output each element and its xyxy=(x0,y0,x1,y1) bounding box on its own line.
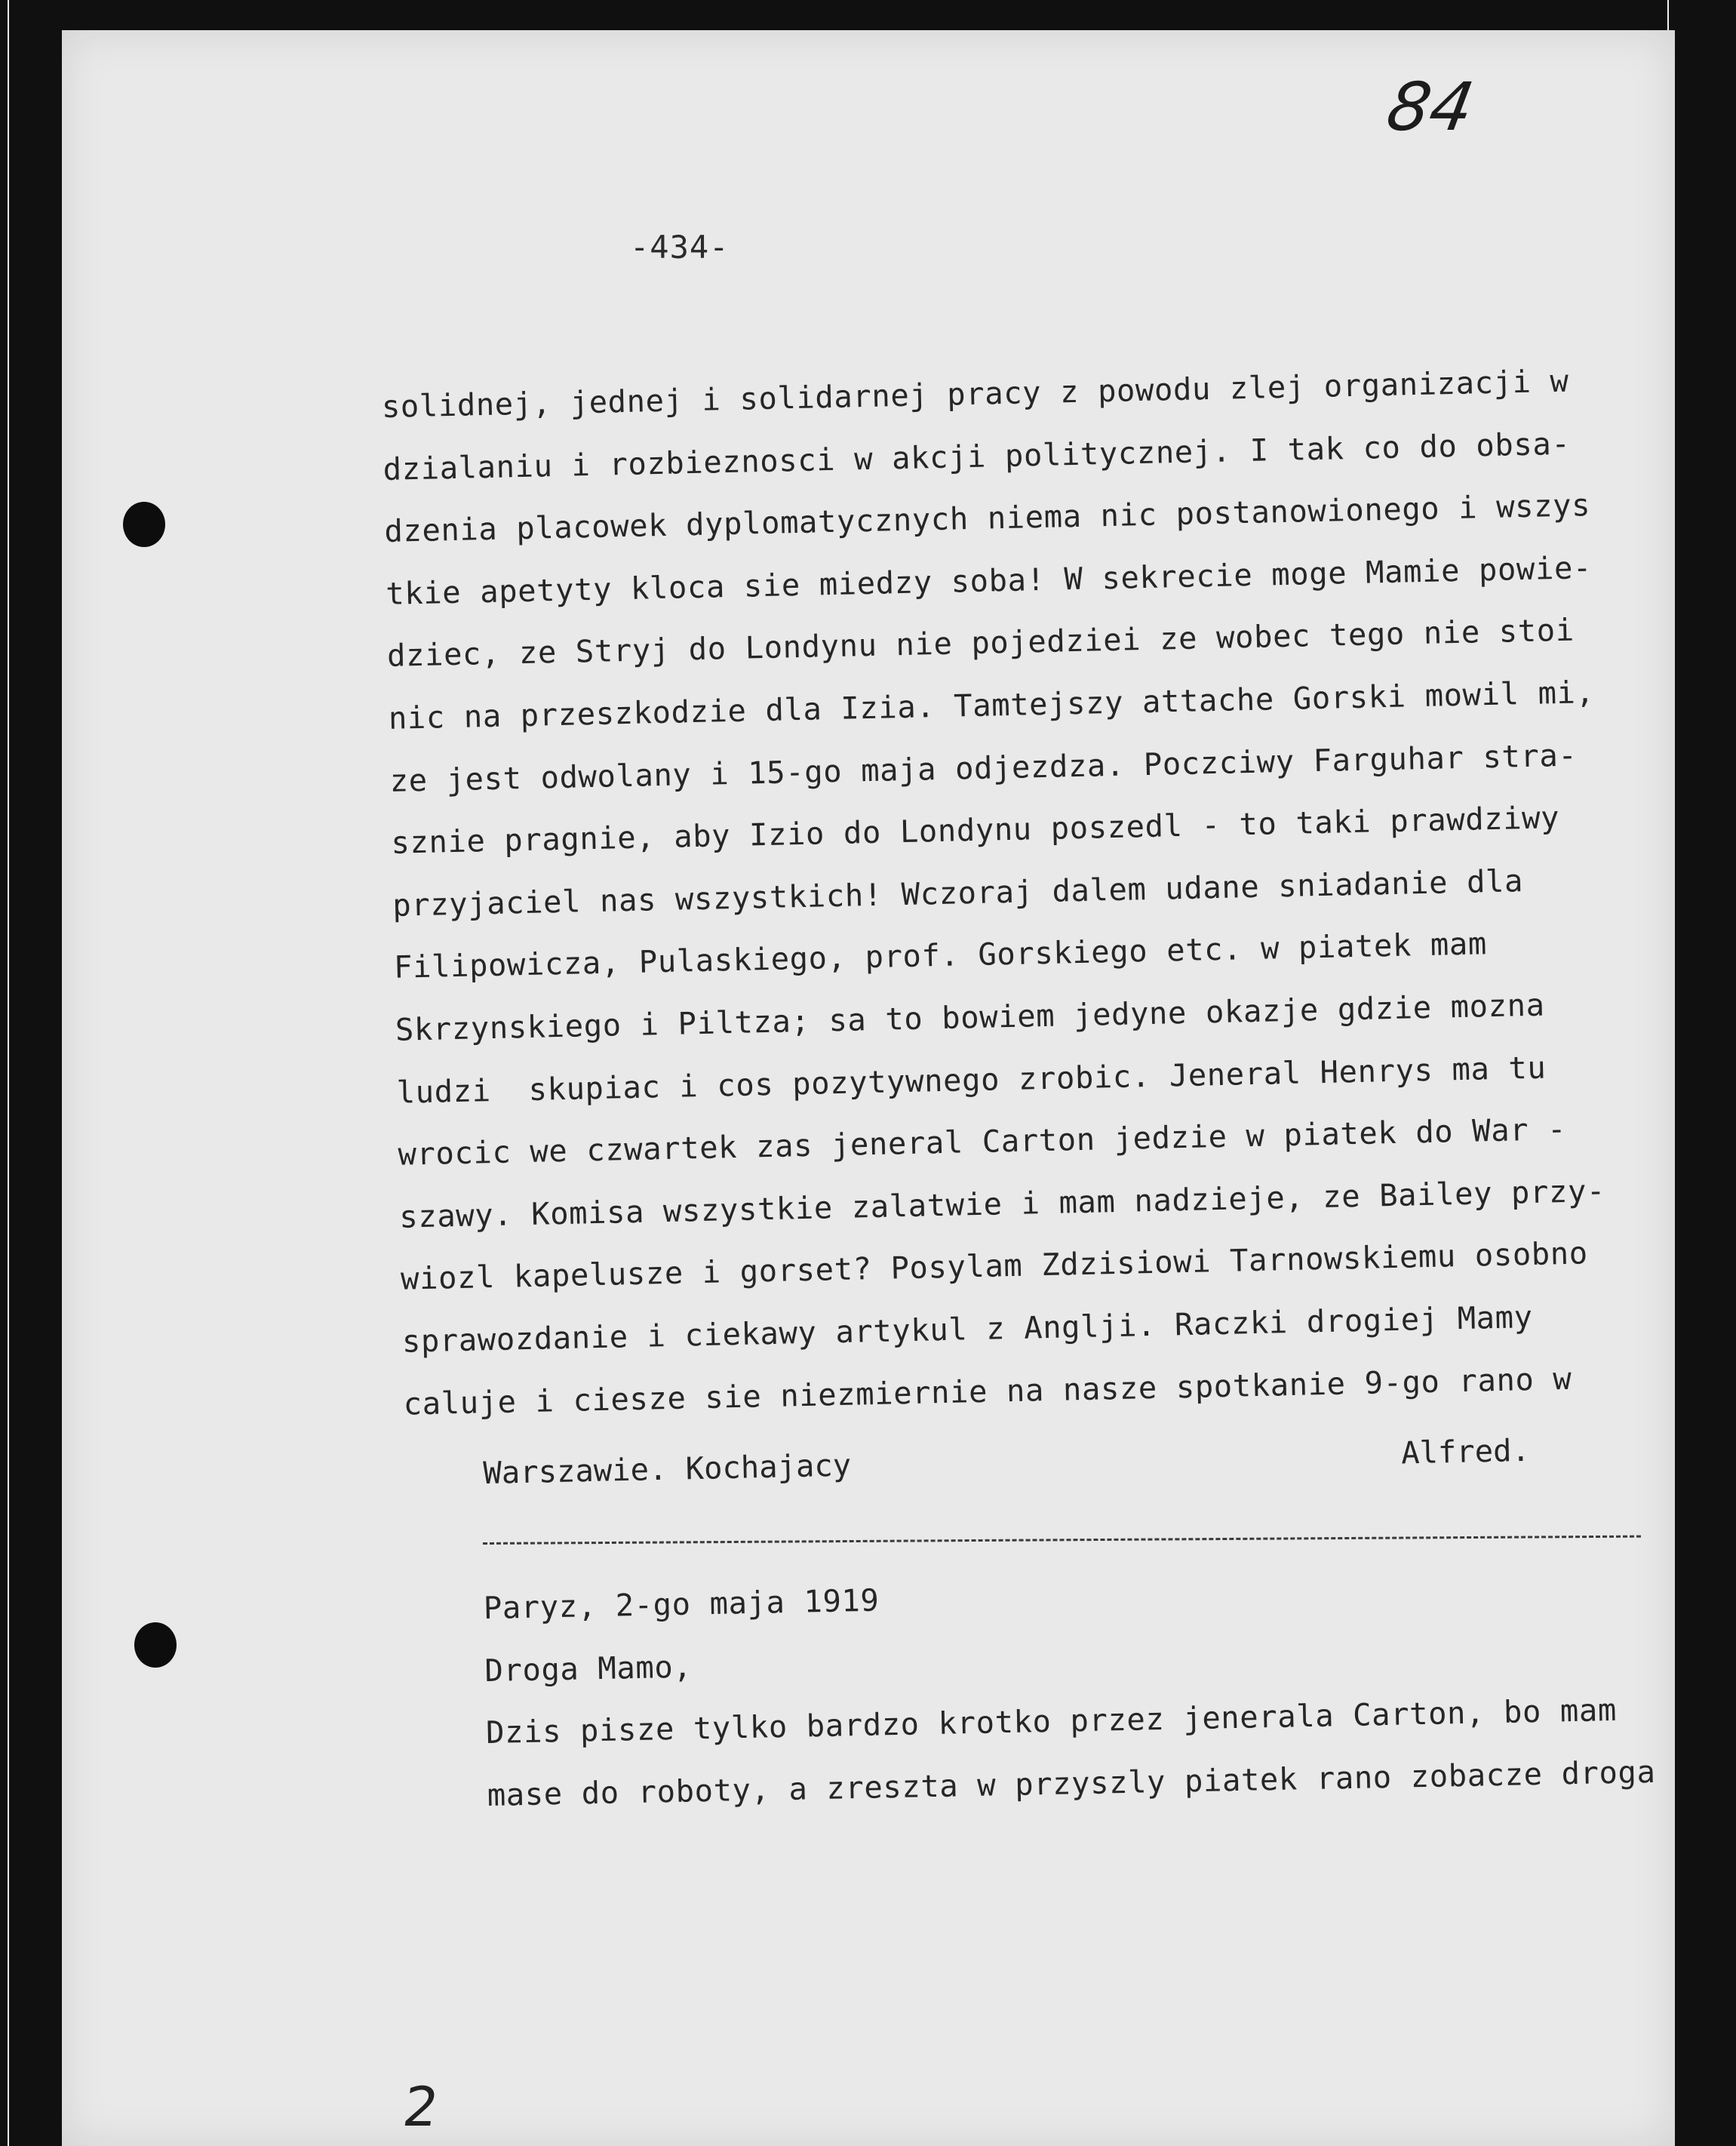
page-number: -434- xyxy=(630,229,730,266)
letter-line: nic na przeszkodzie dla Izia. Tamtejszy attache Gorski mowil mi, xyxy=(388,673,1595,736)
handwritten-mark: 2 xyxy=(399,2075,443,2138)
punch-hole-bottom xyxy=(134,1622,177,1668)
letter-line: ze jest odwolany i 15-go maja odjezdza. Poczciwy Farguhar stra- xyxy=(389,736,1578,799)
letter-line: tkie apetyty kloca sie miedzy soba! W sekrecie moge Mamie powie- xyxy=(385,549,1593,612)
signature: Alfred. xyxy=(1400,1431,1531,1471)
letter-line: dziec, ze Stryj do Londynu nie pojedziei ze wobec tego nie stoi xyxy=(386,611,1575,675)
letter-line: dzialaniu i rozbieznosci w akcji politycznej. I tak co do obsa- xyxy=(383,425,1571,487)
letter-line: sznie pragnie, aby Izio do Londynu poszedl - to taki prawdziwy xyxy=(390,799,1560,862)
letter-line: caluje i ciesze sie niezmiernie na nasze spotkanie 9-go rano w xyxy=(403,1360,1572,1422)
letter-line: Filipowicza, Pulaskiego, prof. Gorskiego etc. w piatek mam xyxy=(393,925,1488,986)
letter-line: Dzis pisze tylko bardzo krotko przez jenerala Carton, bo mam xyxy=(485,1692,1618,1751)
letter-body xyxy=(381,349,1648,1435)
letter-line: przyjaciel nas wszystkich! Wczoraj dalem udane sniadanie dla xyxy=(392,862,1524,924)
punch-hole-top xyxy=(123,502,165,547)
complimentary-close: Warszawie. Kochajacy xyxy=(482,1447,852,1492)
handwritten-folio-number: 84 xyxy=(1381,68,1480,146)
letter-line: solidnej, jednej i solidarnej pracy z powodu zlej organizacji w xyxy=(381,362,1569,425)
letter-line: wrocic we czwartek zas jeneral Carton jedzie w piatek do War - xyxy=(397,1111,1567,1173)
letter-line: sprawozdanie i ciekawy artykul z Anglji. Raczki drogiej Mamy xyxy=(401,1298,1534,1360)
left-film-edge xyxy=(8,0,9,2146)
letter-line: szawy. Komisa wszystkie zalatwie i mam nadzieje, ze Bailey przy- xyxy=(398,1172,1606,1235)
letter-line: mase do roboty, a zreszta w przyszly piatek rano zobacze droga xyxy=(487,1753,1656,1813)
letter-line: wiozl kapelusze i gorset? Posylam Zdzisiowi Tarnowskiemu osobno xyxy=(400,1234,1589,1298)
salutation: Droga Mamo, xyxy=(484,1648,693,1689)
dateline: Paryz, 2-go maja 1919 xyxy=(483,1582,880,1626)
letter-line: ludzi skupiac i cos pozytywnego zrobic. Jeneral Henrys ma tu xyxy=(396,1049,1547,1111)
second-letter xyxy=(483,1554,1664,1827)
letter-line: Skrzynskiego i Piltza; sa to bowiem jedyne okazje gdzie mozna xyxy=(395,986,1546,1048)
letter-line: dzenia placowek dyplomatycznych niema nic postanowionego i wszys xyxy=(383,487,1591,550)
